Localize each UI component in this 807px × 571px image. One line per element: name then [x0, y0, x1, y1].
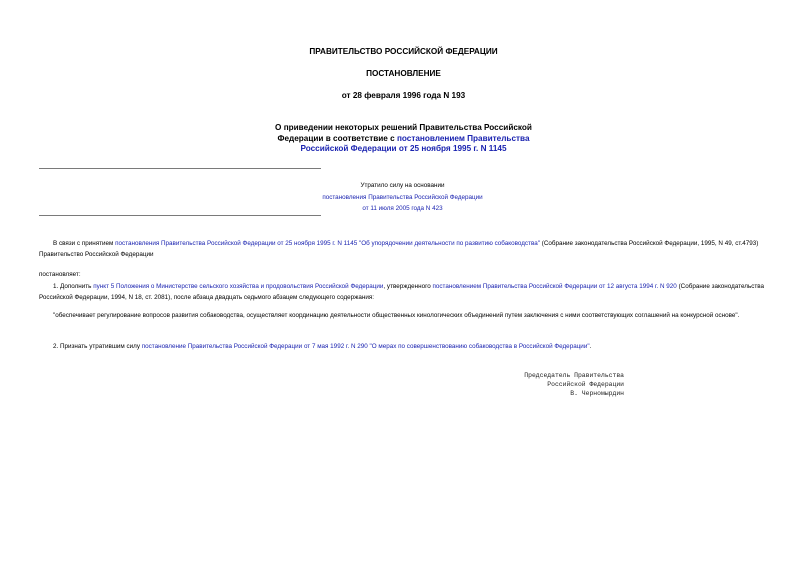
item-1-text-start: 1. Дополнить — [53, 283, 94, 290]
lapsed-link-resolution[interactable]: постановления Правительства Российской Федерации — [322, 193, 483, 201]
link-resolution-1145[interactable]: постановления Правительства Российской Федерации от 25 ноября 1995 г. N 1145 "Об упорядочении деятельности по развитию собаководства" — [115, 240, 540, 247]
lapsed-notice-text: Утратило силу на основании — [360, 182, 445, 189]
divider-top — [39, 168, 321, 169]
item-2-text-start: 2. Признать утратившим силу — [53, 343, 142, 350]
link-ministry-regulation-item-5[interactable]: пункт 5 Положения о Министерстве сельского хозяйства и продовольствия Российской Федерации — [93, 283, 384, 290]
link-resolution-290[interactable]: постановление Правительства Российской Федерации от 7 мая 1992 г. N 290 "О мерах по совершенствованию собаководства в Российской Федерации" — [141, 343, 590, 350]
divider-bottom — [39, 215, 321, 216]
lapsed-link-date[interactable]: от 11 июля 2005 года N 423 — [362, 205, 443, 212]
signature-name: В. Черномырдин — [570, 389, 624, 397]
item-2-text-end: . — [589, 343, 592, 350]
title-link-resolution-1145-date[interactable]: Российской Федерации от 25 ноября 1995 г. N 1145 — [300, 144, 507, 153]
title-line-3 — [0, 144, 807, 155]
preamble-paragraph — [39, 239, 769, 260]
title-line-2-text: Федерации в соответствие с — [277, 133, 397, 143]
item-1-text-mid: , утвержденного — [383, 283, 433, 290]
item-2-paragraph — [39, 342, 769, 353]
title-line-1: О приведении некоторых решений Правительства Российской — [275, 123, 532, 132]
signature-position: Председатель Правительства — [524, 372, 624, 379]
resolves-paragraph: постановляет: — [39, 271, 81, 278]
lapsed-notice — [300, 180, 505, 215]
title-link-resolution-1145[interactable]: постановлением Правительства — [396, 133, 530, 143]
document-type-heading: ПОСТАНОВЛЕНИЕ — [366, 69, 441, 78]
signature-country: Российской Федерации — [547, 380, 624, 388]
signature-block — [490, 372, 624, 398]
document-date-number: от 28 февраля 1996 года N 193 — [341, 91, 466, 100]
item-1-paragraph — [39, 282, 769, 303]
government-heading: ПРАВИТЕЛЬСТВО РОССИЙСКОЙ ФЕДЕРАЦИИ — [309, 47, 498, 56]
link-resolution-920[interactable]: постановлением Правительства Российской Федерации от 12 августа 1994 г. N 920 — [432, 283, 677, 290]
title-line-2 — [0, 134, 807, 145]
item-1-text-end: (Собрание законодательства Российской Федерации, 1994, N 18, ст. 2081), после абзаца двадцать седьмого абзацем следующего содержания: — [39, 283, 765, 301]
preamble-text-start: В связи с принятием — [53, 240, 116, 247]
document-title — [0, 123, 807, 155]
quoted-insertion-paragraph: "обеспечивает регулирование вопросов развития собаководства, осуществляет координацию деятельности общественных кинологических объединений путем заключения с ними соответствующих соглашений на конкурсной основе". — [53, 312, 740, 319]
preamble-text-end: (Собрание законодательства Российской Федерации, 1995, N 49, ст.4793) Правительство Российской Федерации — [39, 240, 759, 258]
